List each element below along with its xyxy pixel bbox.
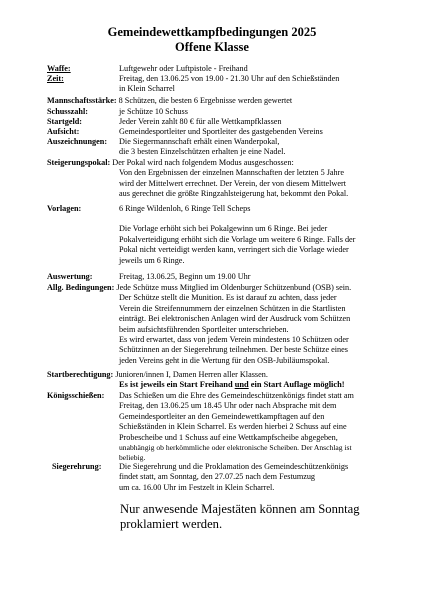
value-auswertung: Freitag, 13.06.25, Beginn um 19.00 Uhr [119,272,251,281]
value-mannschaftsstaerke: 8 Schützen, die besten 6 Ergebnisse werden gewertet [118,96,293,105]
value-steigerungspokal: Von den Ergebnissen der einzelnen Mannschaften der letzten 5 Jahre wird der Mittelwert errechnet. Der Verein, der von diesem Mittelwert aus gerechnet die größte Ringzahlsteigerung hat, bekommt den Pokal. [119,168,349,199]
label-allg-bedingungen: Allg. Bedingungen: [47,283,115,292]
label-auswertung: Auswertung: [47,272,93,281]
value-auszeichnungen: Die Siegermannschaft erhält einen Wanderpokal, die 3 besten Einzelschützen erhalten je eine Nadel. [119,137,286,157]
value-zeit: Freitag, den 13.06.25 von 19.00 - 21.30 Uhr auf den Schießständen in Klein Scharrel [119,74,340,94]
section-mannschaftsstaerke [47,96,407,106]
document-title: Gemeindewettkampfbedingungen 2025 [107,25,317,39]
value-startberechtigung: Junioren/innen I, Damen Herren aller Klassen. [115,370,268,379]
label-vorlagen: Vorlagen: [47,204,82,213]
start-notice: Es ist jeweils ein Start Freihand und ein Start Auflage möglich! [119,380,345,390]
label-schusszahl: Schusszahl: [47,107,88,116]
value-allg-bedingungen: Der Schütze stellt die Munition. Es ist darauf zu achten, dass jeder Verein die Streifennummern der einzelnen Schützen in die Startlisten einträgt. Bei elektronischen Anlagen wird der Ausdruck vom Schützen beim aufsichtsführenden Sportleiter unterschrieben. Es wird erwartet, dass von jedem Verein mindestens 10 Schützen oder Schützinnen an der Siegerehrung teilnehmen. Der beste Schütze eines jeden Vereins geht in die Wertung für den OSB-Jubiläumspokal. [119,293,351,365]
majestaeten-notice: Nur anwesende Majestäten können am Sonntag proklamiert werden. [120,502,360,531]
label-zeit: Zeit: [47,74,64,83]
label-steigerungspokal: Steigerungspokal: [47,158,111,167]
label-startgeld: Startgeld: [47,117,83,126]
value-startgeld: Jeder Verein zahlt 80 € für alle Wettkampfklassen [119,117,282,126]
value-siegerehrung: Die Siegerehrung und die Proklamation des Gemeindeschützenkönigs findet statt, am Sonntag, den 27.07.25 nach dem Festumzug um ca. 16.00 Uhr im Festzelt in Klein Scharrel. [119,462,349,492]
label-startberechtigung: Startberechtigung: [47,370,114,379]
value-vorlagen: 6 Ringe Wildenloh, 6 Ringe Tell Scheps Die Vorlage erhöht sich bei Pokalgewinn um 6 Ringe. Bei jeder Pokalverteidigung erhöht sich die Vorlage um weitere 6 Ringe. Falls der Pokal nicht verteidigt werden kann, verringert sich die Vorlage wieder jeweils um 6 Ringe. [119,204,356,265]
value-schusszahl: je Schütze 10 Schuss [119,107,188,116]
label-aufsicht: Aufsicht: [47,127,80,136]
value-koenigsschiessen: Das Schießen um die Ehre des Gemeindeschützenkönigs findet statt am Freitag, den 13.06.25 um 18.45 Uhr oder nach Absprache mit dem Gemeindesportleiter an den Gemeindewettkampftagen auf den Schießständen in Klein Scharrel. Es werden hierbei 2 Schuss auf eine Probescheibe und 1 Schuss auf eine Wettkampfscheibe abgegeben, unabhängig ob herkömmliche oder elektronische Scheiben. Der Anschlag ist beliebig. [119,391,354,463]
label-waffe: Waffe: [47,64,71,73]
document-subtitle: Offene Klasse [175,40,249,54]
label-auszeichnungen: Auszeichnungen: [47,137,108,146]
label-koenigsschiessen: Königsschießen: [47,391,105,400]
section-steigerungspokal: Steigerungspokal: Der Pokal wird nach folgendem Modus ausgeschossen: Von den Ergebnissen der einzelnen Mannschaften der letzten 5 Jahre wird der Mittelwert errechnet. Der Verein, der von diesem Mittelwert aus gerechnet die größte Ringzahlsteigerung hat, bekommt den Pokal. [47,158,407,200]
value-aufsicht: Gemeindesportleiter und Sportleiter des gastgebenden Vereins [119,127,323,136]
label-mannschaftsstaerke: Mannschaftsstärke: [47,96,117,105]
value-waffe: Luftgewehr oder Luftpistole - Freihand [119,64,248,73]
label-siegerehrung: Siegerehrung: [52,462,102,471]
section-startberechtigung [47,370,407,391]
section-allg-bedingungen: Allg. Bedingungen: Jede Schütze muss Mitglied im Oldenburger Schützenbund (OSB) sein. Der Schütze stellt die Munition. Es ist darauf zu achten, dass jeder Verein die Streifennummern der einzelnen Schützen in die Startlisten einträgt. Bei elektronischen Anlagen wird der Ausdruck vom Schützen beim aufsichtsführenden Sportleiter unterschrieben. Es wird erwartet, dass von jedem Verein mindestens 10 Schützen oder Schützinnen an der Siegerehrung teilnehmen. Der beste Schütze eines jeden Vereins geht in die Wertung für den OSB-Jubiläumspokal. [47,283,407,366]
